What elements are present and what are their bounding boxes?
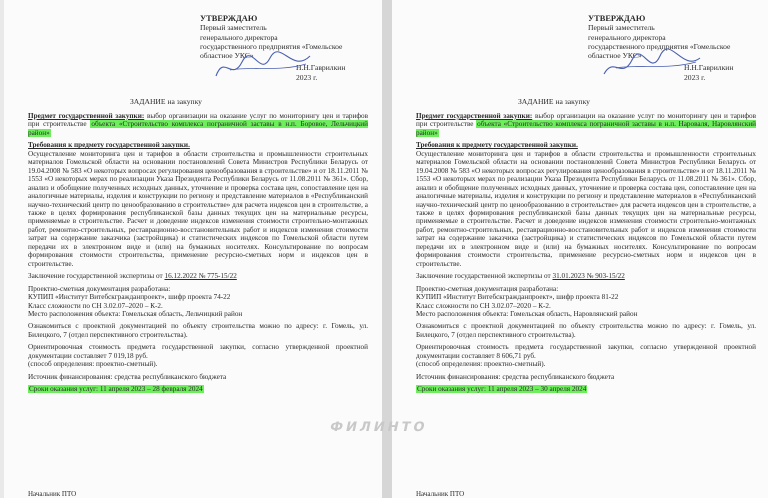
footer-label: Начальник ПТО — [28, 490, 77, 498]
expertise-line — [416, 272, 756, 280]
docs-paragraph — [416, 285, 756, 319]
cost-method: (способ определения: проектно-сметный). — [416, 360, 546, 369]
funding-line: Источник финансирования: средства республиканского бюджета — [28, 372, 227, 381]
cost-text: Ориентировочная стоимость предмета государственной закупки, согласно утвержденной проектной документации составляет — [28, 343, 368, 360]
signer-name: Н.Н.Гаврилкин — [684, 63, 734, 73]
document-body — [416, 112, 756, 398]
deadline-paragraph — [28, 385, 368, 393]
docs-cipher: 81-22 — [601, 293, 619, 302]
footer-label: Начальник ПТО — [416, 490, 465, 498]
document-page-2 — [392, 0, 768, 498]
deadline-paragraph — [416, 385, 756, 393]
document-page-1 — [4, 0, 382, 498]
docs-org: КУПИП «Институт Витебскгражданпроект», шифр проекта — [416, 293, 600, 302]
approval-line: генерального директора — [588, 32, 666, 42]
subject-object-highlight: объекта «Строительство комплекса пограничной заставы в н.п. Нароваля, Наровлянский район» — [416, 120, 757, 137]
signer-name: Н.Н.Гаврилкин — [296, 63, 346, 73]
cost-text: Ориентировочная стоимость предмета государственной закупки, согласно утвержденной проектной документации составляет — [416, 343, 756, 360]
location-value: Гомельская область, Наровлянский район — [510, 309, 638, 318]
cost-paragraph — [416, 343, 756, 368]
expertise-label: Заключение государственной экспертизы от — [28, 272, 163, 281]
requirements-paragraph — [416, 141, 756, 268]
cost-value: 8 606,71 руб. — [496, 351, 536, 360]
subject-text: выбор организации на оказание услуг по мониторингу цен и тарифов при строительстве — [416, 112, 757, 129]
task-title: ЗАДАНИЕ на закупку — [130, 97, 202, 106]
deadline-highlight: Сроки оказания услуг: 11 апреля 2023 – 30 апреля 2024 — [417, 385, 587, 394]
approval-title: УТВЕРЖДАЮ — [200, 14, 258, 23]
approval-line: областное УКС» — [200, 51, 254, 61]
complexity-class: Класс сложности по СН 3.02.07–2020 – К-2. — [416, 301, 551, 310]
subject-text: выбор организации на оказание услуг по мониторингу цен и тарифов при строительстве — [28, 112, 369, 129]
approval-title: УТВЕРЖДАЮ — [588, 14, 646, 23]
requirements-text: Осуществление мониторинга цен и тарифов в области строительства и промышленности строительных материалов Гомельской области на основании постановлений Совета Министров Республики Беларусь от 19.04.2008 № 583 «О некоторых вопросах регулирования ценообразования в строительстве» и от 18.11.2011 № 1553 «О некоторых мерах по реализации Указа Президента Республики Беларусь от 11.08.2011 № 361». Сбор, анализ и обобщение полученных исходных данных, уточнение и проверка состава цен, сопоставление цен на аналогичные материалы, изделия и конструкции по региону и представление материалов в «Республиканский научно-технический центр по ценообразованию в строительстве» для расчета индексов цен в строительстве, а также в целях формирования республиканской базы данных текущих цен на материальные ресурсы, применяемые в строительстве. Расчет и доведение индексов изменения стоимости строительно-монтажных работ, ремонтно-строительных, реставрационно-восстановительных работ и индексов изменения стоимости затрат на содержание заказчика (застройщика) и статистических индексов по Гомельской области путем передачи их в электронном виде и (или) на бумажных носителях. Консультирование по вопросам формирования стоимости строительства, применение ресурсно-сметных норм и индексов цен в строительстве. — [28, 149, 368, 268]
signature-scribble — [210, 48, 320, 84]
complexity-class: Класс сложности по СН 3.02.07–2020 – К-2. — [28, 301, 163, 310]
deadline-highlight: Сроки оказания услуг: 11 апреля 2023 – 28 февраля 2024 — [29, 385, 203, 394]
subject-paragraph — [28, 112, 368, 137]
approval-line: Первый заместитель — [200, 23, 267, 33]
docs-org: КУПИП «Институт Витебскгражданпроект», шифр проекта — [28, 293, 212, 302]
review-paragraph: Ознакомиться с проектной документацией по объекту строительства можно по адресу: г. Гомель, ул. Билецкого, 7 (отдел перспективного строительства). — [28, 322, 368, 339]
subject-label: Предмет государственной закупки: — [28, 112, 145, 120]
expertise-value: 16.12.2022 № 775-15/22 — [164, 272, 237, 281]
subject-label: Предмет государственной закупки: — [416, 112, 533, 120]
requirements-title: Требования к предмету государственной закупки. — [28, 141, 190, 150]
docs-label: Проектно-сметная документация разработана: — [28, 284, 171, 293]
task-title: ЗАДАНИЕ на закупку — [518, 97, 590, 106]
approval-line: государственного предприятия «Гомельское — [200, 41, 343, 51]
review-paragraph: Ознакомиться с проектной документацией по объекту строительства можно по адресу: г. Гомель, ул. Билецкого, 7 (отдел перспективного строительства). — [416, 322, 756, 339]
subject-paragraph — [416, 112, 756, 137]
funding-line: Источник финансирования: средства республиканского бюджета — [416, 372, 615, 381]
expertise-line — [28, 272, 368, 280]
subject-object-highlight: объекта «Строительство комплекса пограничной заставы в н.п. Боровое, Лельчицкий район» — [28, 120, 369, 137]
approval-line: генерального директора — [200, 32, 278, 42]
location-label: Место расположения объекта: — [28, 309, 121, 318]
location-label: Место расположения объекта: — [416, 309, 509, 318]
approval-line: государственного предприятия «Гомельское — [588, 41, 731, 51]
requirements-paragraph — [28, 141, 368, 268]
approval-line: областное УКС» — [588, 51, 642, 61]
cost-paragraph — [28, 343, 368, 368]
approval-year: 2023 г. — [296, 72, 318, 82]
requirements-text: Осуществление мониторинга цен и тарифов в области строительства и промышленности строительных материалов Гомельской области на основании постановлений Совета Министров Республики Беларусь от 19.04.2008 № 583 «О некоторых вопросах регулирования ценообразования в строительстве» и от 18.11.2011 № 1553 «О некоторых мерах по реализации Указа Президента Республики Беларусь от 11.08.2011 № 361». Сбор, анализ и обобщение полученных исходных данных, уточнение и проверка состава цен, сопоставление цен на аналогичные материалы, изделия и конструкции по региону и представление материалов в «Республиканский научно-технический центр по ценообразованию в строительстве» для расчета индексов цен в строительстве, а также в целях формирования республиканской базы данных текущих цен на материальные ресурсы, применяемые в строительстве. Расчет и доведение индексов изменения стоимости строительно-монтажных работ, ремонтно-строительных, реставрационно-восстановительных работ и индексов изменения стоимости затрат на содержание заказчика (застройщика) и статистических индексов по Гомельской области путем передачи их в электронном виде и (или) на бумажных носителях. Консультирование по вопросам формирования стоимости строительства, применение ресурсно-сметных норм и индексов цен в строительстве. — [416, 149, 756, 268]
location-value: Гомельская область, Лельчицкий район — [122, 309, 243, 318]
expertise-label: Заключение государственной экспертизы от — [416, 272, 551, 281]
signature-scribble — [598, 48, 708, 84]
document-body — [28, 112, 368, 398]
approval-year: 2023 г. — [684, 72, 706, 82]
requirements-title: Требования к предмету государственной закупки. — [416, 141, 578, 150]
expertise-value: 31.01.2023 № 903-15/22 — [552, 272, 625, 281]
docs-paragraph — [28, 285, 368, 319]
approval-line: Первый заместитель — [588, 23, 655, 33]
docs-label: Проектно-сметная документация разработана: — [416, 284, 559, 293]
cost-value: 7 019,18 руб. — [108, 351, 148, 360]
watermark: ФИЛИНТО — [328, 420, 429, 435]
cost-method: (способ определения: проектно-сметный). — [28, 360, 158, 369]
docs-cipher: 74-22 — [213, 293, 231, 302]
